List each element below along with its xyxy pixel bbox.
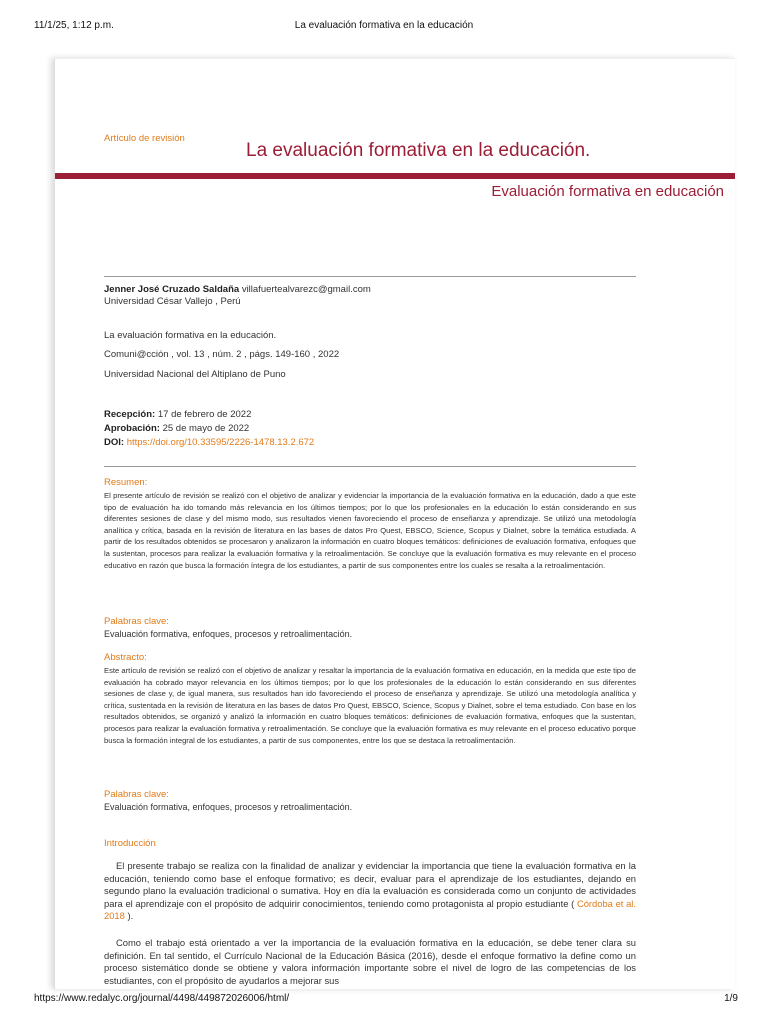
- header-band: [55, 173, 735, 179]
- doi-line: [104, 437, 314, 448]
- received-line: [104, 409, 251, 420]
- divider: [104, 276, 636, 277]
- keywords-heading: Palabras clave:: [104, 616, 169, 627]
- approved-date: 25 de mayo de 2022: [162, 423, 250, 434]
- author-name: Jenner José Cruzado Saldaña: [104, 284, 240, 295]
- resumen-heading: Resumen:: [104, 477, 148, 488]
- article-title: La evaluación formativa en la educación.: [246, 140, 591, 161]
- divider: [104, 466, 636, 467]
- print-title: La evaluación formativa en la educación: [294, 20, 474, 31]
- author-affiliation: Universidad César Vallejo , Perú: [104, 296, 241, 307]
- keywords-heading-2: Palabras clave:: [104, 789, 169, 800]
- abstracto-section: [104, 652, 636, 746]
- author-line: [104, 284, 371, 295]
- keywords-section: [104, 616, 636, 639]
- received-date: 17 de febrero de 2022: [157, 409, 252, 420]
- resumen-text: El presente artículo de revisión se realizó con el objetivo de analizar y evidenciar la importancia de la evaluación formativa en la educación, dado a que este tipo de evaluación ha ido tomando más relevancia en los últimos tiempos; por lo que los profesionales en la educación lo están considerando en sus diferentes sesiones de clase y del mismo modo, sus resultados vienen favoreciendo el proceso de enseñanza y aprendizaje. Se utilizó una metodología analítica y crítica, basada en la revisión de literatura en las bases de datos Pro Quest, EBSCO, Science, Scopus y Dialnet, sobre la temática estudiada. A partir de los resultados obtenidos se procesaron y analizaron la información en cuatro bloques temáticos: definiciones de evaluación formativa, enfoques que la sustentan, procesos para realizar la evaluación formativa y la retroalimentación. Se concluye que la evaluación formativa es muy relevante en el proceso educativo en razón que busca la formación íntegra de los estudiantes, a partir de sus componentes entre los cuales se resalta a la retroalimentación.: [104, 491, 636, 570]
- intro-p2-text: Como el trabajo está orientado a ver la importancia de la evaluación formativa en la educación, se debe tener clara su definición. En tal sentido, el Currículo Nacional de la Educación Básica (2016), desde el enfoque formativo la define como un proceso sistemático donde se obtiene y valora información importante sobre el nivel de logro de las competencias de los estudiantes, con el propósito de ayudarlos a mejorar sus: [104, 937, 636, 986]
- page-number: 1/9: [724, 993, 738, 1004]
- abstracto-text: Este artículo de revisión se realizó con el objetivo de analizar y resaltar la importancia de la evaluación formativa en educación, en la medida que este tipo de evaluación ha cobrado mayor relevancia en los últimos tiempos; por lo que los profesionales de la educación lo están considerando en sus diferentes sesiones de clase y, de igual manera, sus resultados han ido favoreciendo el proceso de enseñanza y aprendizaje. Se utilizó una metodología analítica y crítica, sustentada en la revisión de literatura en las bases de datos Pro Quest, EBSCO, Science, Scopus y Dialnet, sobre el tema estudiado. Con base en los resultados obtenidos, se organizó y analizó la información en cuatro bloques temáticos: definiciones de evaluación formativa, enfoques que la sustentan, procesos para realizar la evaluación formativa y retroalimentación. Se concluye que la evaluación formativa es muy relevante en el proceso educativo porque busca la formación integral de los estudiantes, a partir de sus componentes, entre los que se destaca la retroalimentación.: [104, 666, 636, 745]
- intro-p1-text: El presente trabajo se realiza con la finalidad de analizar y evidenciar la importancia que tiene la evaluación formativa en la educación, teniendo como base el enfoque formativo; es decir, evaluar para el aprendizaje de los estudiantes, dejando en segundo plano la evaluación tradicional o sumativa. Hoy en día la evaluación es considerada como un conjunto de actividades para el aprendizaje con el propósito de adquirir conocimientos, teniendo como protagonista al propio estudiante (: [104, 860, 636, 909]
- print-header: [0, 20, 768, 34]
- abstracto-heading: Abstracto:: [104, 652, 147, 663]
- received-label: Recepción:: [104, 409, 156, 420]
- print-footer: [0, 993, 768, 1007]
- intro-section: [104, 838, 636, 849]
- print-datetime: 11/1/25, 1:12 p.m.: [34, 20, 114, 31]
- intro-heading: Introducción: [104, 838, 156, 849]
- resumen-section: [104, 477, 636, 571]
- intro-p1-end: ).: [124, 910, 134, 922]
- doi-label: DOI:: [104, 437, 125, 448]
- publication-title: La evaluación formativa en la educación.: [104, 330, 277, 341]
- intro-paragraph-2: [104, 937, 636, 987]
- keywords-section-2: [104, 789, 636, 812]
- publication-publisher: Universidad Nacional del Altiplano de Puno: [104, 369, 286, 380]
- article-subtitle: Evaluación formativa en educación: [491, 183, 724, 200]
- article-type-label: Artículo de revisión: [104, 133, 185, 144]
- citation-link[interactable]: Córdoba et al. 2018: [104, 897, 636, 922]
- print-url[interactable]: https://www.redalyc.org/journal/4498/449872026006/html/: [34, 993, 290, 1004]
- keywords-text-2: Evaluación formativa, enfoques, procesos y retroalimentación.: [104, 802, 353, 812]
- author-email[interactable]: villafuertealvarezc@gmail.com: [241, 284, 371, 295]
- approved-line: [104, 423, 249, 434]
- doi-link[interactable]: https://doi.org/10.33595/2226-1478.13.2.672: [126, 437, 315, 448]
- publication-citation: Comuni@cción , vol. 13 , núm. 2 , págs. 149-160 , 2022: [104, 349, 340, 360]
- keywords-text: Evaluación formativa, enfoques, procesos y retroalimentación.: [104, 629, 353, 639]
- intro-paragraph-1: [104, 860, 636, 923]
- approved-label: Aprobación:: [104, 423, 160, 434]
